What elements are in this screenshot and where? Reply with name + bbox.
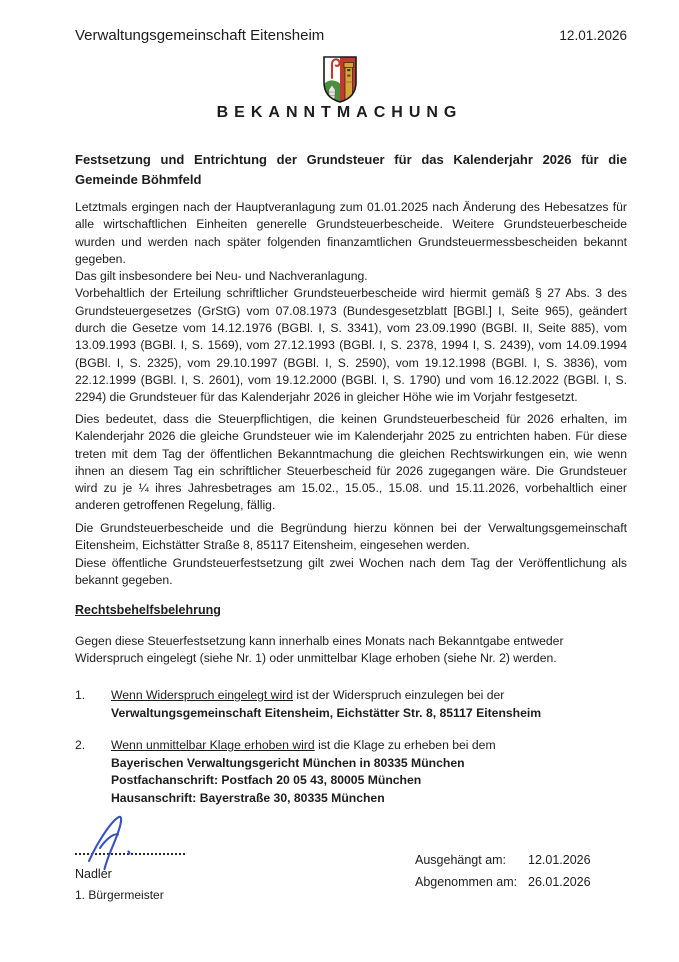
issuing-authority: Verwaltungsgemeinschaft Eitensheim: [75, 27, 325, 44]
posted-date: 12.01.2026: [528, 853, 591, 867]
paragraph-veroeffentlichung: Diese öffentliche Grundsteuerfestsetzung gilt zwei Wochen nach dem Tag der Veröffentlichung als bekannt gegeben.: [75, 556, 627, 588]
page-header: [75, 27, 627, 44]
banner-title: BEKANNTMACHUNG: [216, 104, 463, 121]
paragraph-das-gilt: Das gilt insbesondere bei Neu- und Nachveranlagung.: [75, 269, 368, 284]
meaning-block: [75, 411, 627, 515]
paragraph-letztmals: Letztmals ergingen nach der Hauptveranlagung zum 01.01.2025 nach Änderung des Hebesatzes für alle wirtschaftlichen Einheiten generelle Grundsteuerbescheide. Weitere Grundsteuerbescheide wurden und werden nach später folgenden finanzamtlichen Grundsteuermessbescheiden bekannt gegeben.: [75, 200, 627, 266]
list-item-2-postfach: Postfachanschrift: Postfach 20 05 43, 80005 München: [111, 773, 422, 787]
posted-label: Ausgehängt am:: [415, 853, 507, 867]
list-item-1-address: Verwaltungsgemeinschaft Eitensheim, Eichstätter Str. 8, 85117 Eitensheim: [111, 705, 542, 720]
inspection-block: [75, 520, 627, 555]
list-item-2-hausanschrift: Hausanschrift: Bayerstraße 30, 80335 München: [111, 790, 385, 805]
intro-block: [75, 199, 627, 407]
paragraph-einsicht: Die Grundsteuerbescheide und die Begründung hierzu können bei der Verwaltungsgemeinschaft Eitensheim, Eichstätter Straße 8, 85117 Eitensheim, eingesehen werden.: [75, 521, 627, 553]
appeal-intro-block: [75, 633, 627, 668]
removed-date: 26.01.2026: [528, 875, 591, 889]
list-item-2-underlined: Wenn unmittelbar Klage erhoben wird: [111, 738, 315, 752]
handwritten-signature-icon: [81, 811, 153, 873]
paragraph-dies-bedeutet: Dies bedeutet, dass die Steuerpflichtigen, die keinen Grundsteuerbescheid für 2026 erhalten, im Kalenderjahr 2026 die gleiche Grundsteuer wie im Kalenderjahr 2025 zu entrichten haben. Für diese treten mit dem Tag der öffentlichen Bekanntmachung die gleichen Rechtswirkungen ein, wie wenn ihnen an diesem Tag ein schriftlicher Steuerbescheid für 2026 zugegangen wäre. Die Grundsteuer wird zu je ¼ ihres Jahresbetrages am 15.02., 15.05., 15.08. und 15.11.2026, vorbehaltlich einer anderen getroffenen Regelung, fällig.: [75, 412, 627, 513]
signer-name: Nadler: [75, 867, 112, 881]
signature-section: [75, 815, 627, 925]
list-item-1-underlined: Wenn Widerspruch eingelegt wird: [111, 688, 293, 702]
paragraph-gegen-diese: Gegen diese Steuerfestsetzung kann innerhalb eines Monats nach Bekanntgabe entweder Widerspruch eingelegt (siehe Nr. 1) oder unmittelbar Klage erhoben (siehe Nr. 2) werden.: [75, 634, 564, 666]
list-item-widerspruch: [75, 687, 627, 722]
list-item-klage: [75, 737, 627, 807]
publication-block: [75, 555, 627, 590]
paragraph-vorbehaltlich: Vorbehaltlich der Erteilung schriftlicher Grundsteuerbescheide wird hiermit gemäß § 27 Abs. 3 des Grundsteuergesetzes (GrStG) vom 07.08.1973 (Bundesgesetzblatt [BGBl.] I, Seite 965), geändert durch die Gesetze vom 14.12.1976 (BGBl. I, S. 3341), vom 23.09.1990 (BGBl. II, Seite 885), vom 13.09.1993 (BGBl. I, S. 1569), vom 27.12.1993 (BGBl. I, S. 2378, 1994 I, S. 2439), vom 14.09.1994 (BGBl. I, S. 2325), vom 29.10.1997 (BGBl. I, S. 2590), vom 19.12.1998 (BGBl. I, S. 3836), vom 22.12.1999 (BGBl. I, S. 2601), vom 19.12.2000 (BGBl. I, S. 1790) und vom 16.12.2022 (BGBl. I, S. 2294) die Grundsteuer für das Kalenderjahr 2026 in gleicher Höhe wie im Vorjahr festgesetzt.: [75, 286, 627, 405]
removed-row: [415, 871, 591, 893]
list-item-2-court: Bayerischen Verwaltungsgericht München in 80335 München: [111, 755, 465, 770]
list-item-1-rest: ist der Widerspruch einzulegen bei der: [293, 688, 505, 702]
removed-label: Abgenommen am:: [415, 875, 518, 889]
list-item-2-content: [111, 737, 627, 807]
list-item-1-content: [111, 687, 627, 722]
list-item-2-rest: ist die Klage zu erheben bei dem: [314, 738, 496, 752]
list-item-1-number: 1.: [75, 688, 86, 702]
posted-row: [415, 849, 591, 871]
signer-role: 1. Bürgermeister: [75, 888, 164, 902]
coat-of-arms: [0, 54, 679, 109]
list-item-2-number: 2.: [75, 738, 86, 752]
posting-dates: [415, 849, 591, 893]
coat-of-arms-icon: [320, 54, 360, 104]
header-date: 12.01.2026: [559, 28, 627, 43]
section-heading-rechtsbehelfsbelehrung: Rechtsbehelfsbelehrung: [75, 603, 221, 617]
document-title: Festsetzung und Entrichtung der Grundsteuer für das Kalenderjahr 2026 für die Gemeinde Böhmfeld: [75, 152, 627, 187]
